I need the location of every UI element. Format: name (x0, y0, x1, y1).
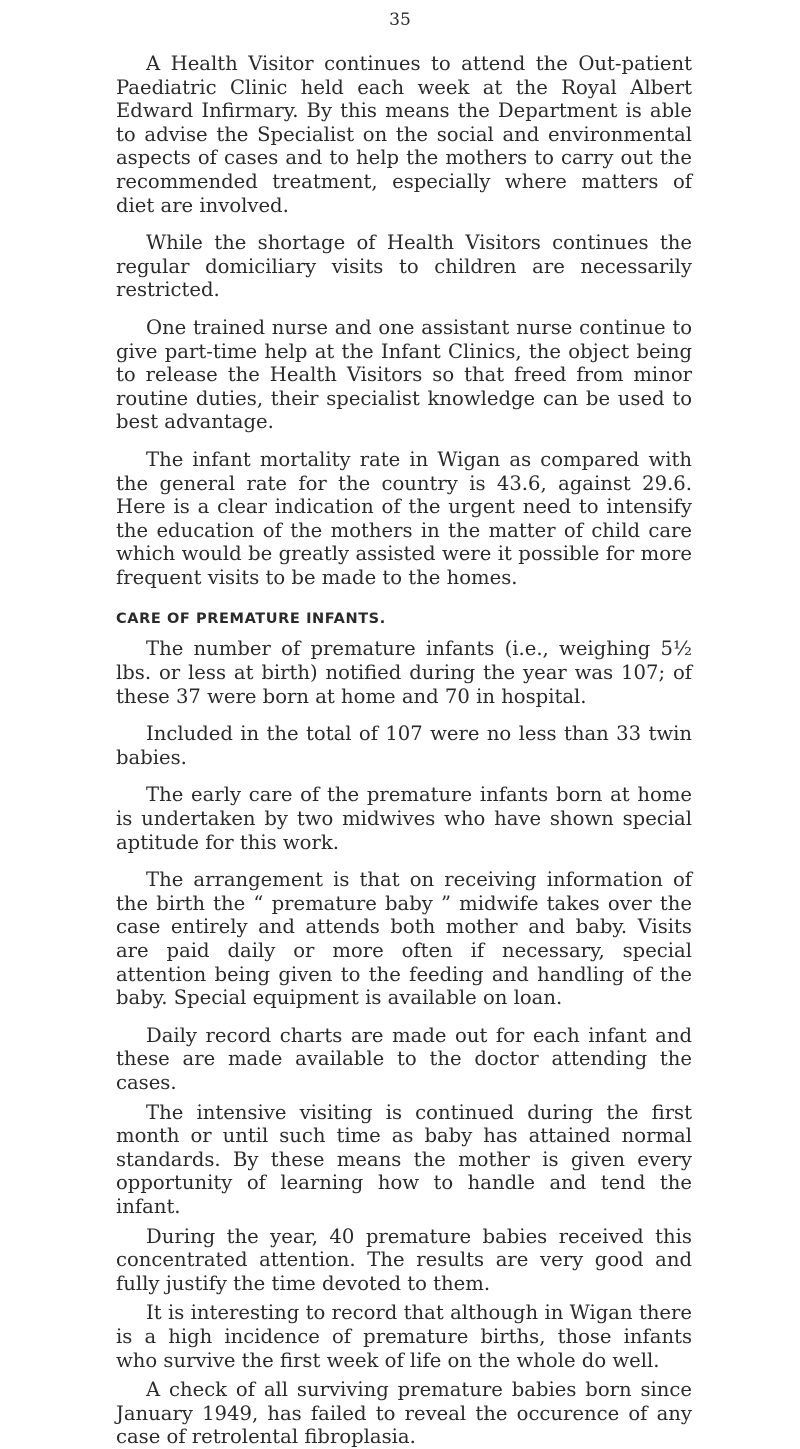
paragraph-early-care: The early care of the premature infants born at home is undertaken by two midwives who have shown special aptitude for this work. (116, 783, 692, 854)
paragraph-results: During the year, 40 premature babies received this concentrated attention. The results are very good and fully justify the time devoted to them. (116, 1224, 692, 1295)
paragraph-nurse-assistance: One trained nurse and one assistant nurse continue to give part-time help at the Infant Clinics, the object being to release the Health Visitors so that freed from minor routine duties, their specialist knowledge can be used to best advantage. (116, 315, 692, 434)
page-number: 35 (389, 10, 411, 30)
paragraph-fibroplasia-check: A check of all surviving premature babies born since January 1949, has failed to reveal the occurence of any case of retrolental fibroplasia. (116, 1378, 692, 1449)
paragraph-health-visitor-clinic: A Health Visitor continues to attend the Out-patient Paediatric Clinic held each week at the Royal Albert Edward Infirmary. By this means the Department is able to advise the Specialist on the social and environmental aspects of cases and to help the mothers to carry out the recommended treatment, especially where matters of diet are involved. (116, 52, 692, 217)
paragraph-intensive-visiting: The intensive visiting is continued during the first month or until such time as baby has attained normal standards. By these means the mother is given every opportunity of learning how to handle and tend the infant. (116, 1100, 692, 1218)
paragraph-twin-babies: Included in the total of 107 were no less than 33 twin babies. (116, 722, 692, 769)
paragraph-visitor-shortage: While the shortage of Health Visitors continues the regular domiciliary visits to children are necessarily restricted. (116, 231, 692, 302)
paragraph-arrangement: The arrangement is that on receiving information of the birth the “ premature baby ” midwife takes over the case entirely and attends both mother and baby. Visits are paid daily or more often if necessary, special attention being given to the feeding and handling of the baby. Special equipment is available on loan. (116, 868, 692, 1010)
section-heading-premature-infants: CARE OF PREMATURE INFANTS. (116, 611, 386, 628)
page-body (116, 52, 692, 1449)
paragraph-record-charts: Daily record charts are made out for each infant and these are made available to the doctor attending the cases. (116, 1023, 692, 1094)
paragraph-premature-count: The number of premature infants (i.e., weighing 5½ lbs. or less at birth) notified during the year was 107; of these 37 were born at home and 70 in hospital. (116, 637, 692, 708)
paragraph-incidence: It is interesting to record that although in Wigan there is a high incidence of premature births, those infants who survive the first week of life on the whole do well. (116, 1301, 692, 1372)
paragraph-infant-mortality: The infant mortality rate in Wigan as compared with the general rate for the country is 43.6, against 29.6. Here is a clear indication of the urgent need to intensify the education of the mothers in the matter of child care which would be greatly assisted were it possible for more frequent visits to be made to the homes. (116, 447, 692, 589)
